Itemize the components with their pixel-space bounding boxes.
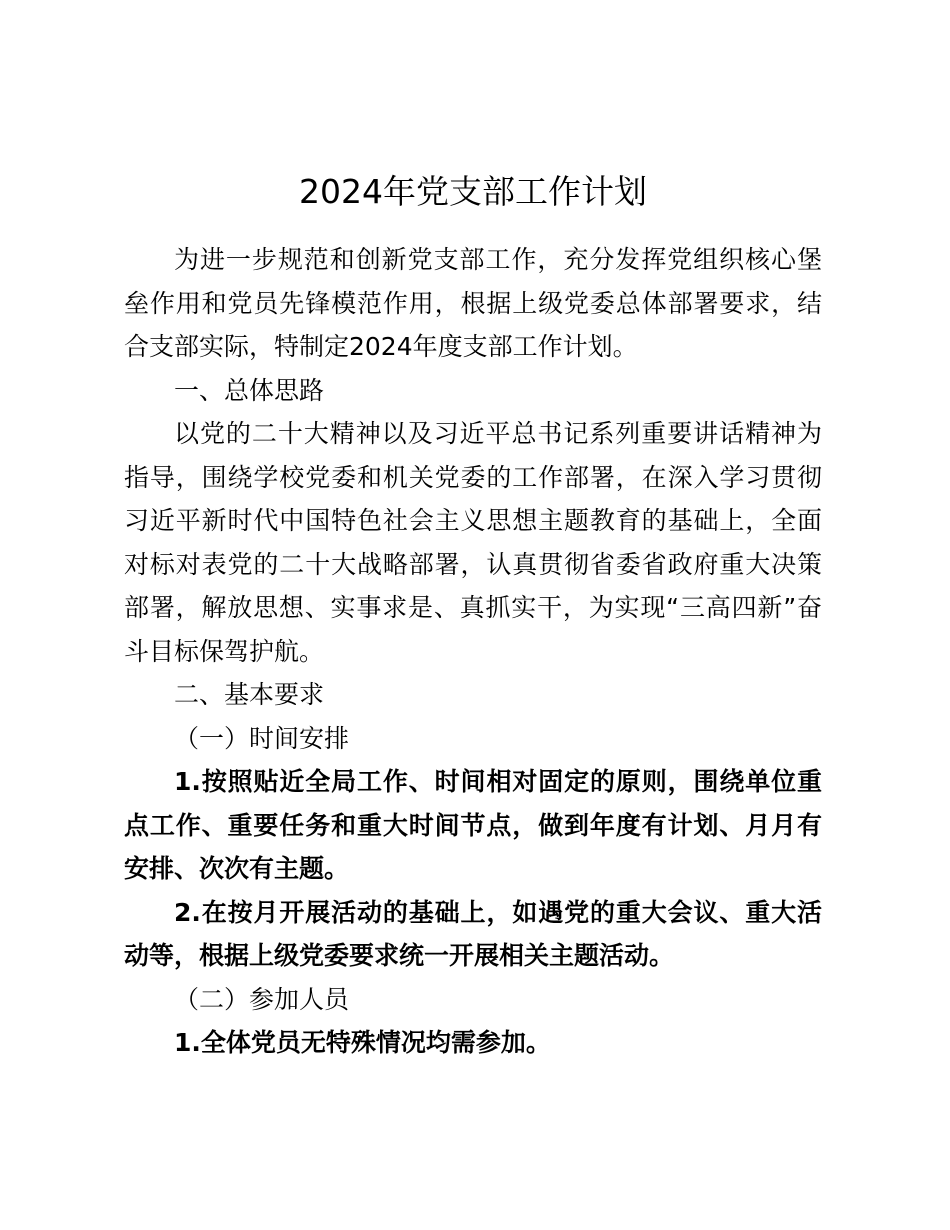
time-arrangement-item-2: 2.在按月开展活动的基础上，如遇党的重大会议、重大活动等，根据上级党委要求统一开展相关主题活动。	[124, 897, 822, 970]
section-heading-overall-thinking: 一、总体思路	[174, 375, 325, 405]
time-arrangement-item-1: 1.按照贴近全局工作、时间相对固定的原则，围绕单位重点工作、重要任务和重大时间节点，做到年度有计划、月月有安排、次次有主题。	[124, 767, 822, 883]
subsection-heading-time-arrangement: （一）时间安排	[174, 723, 350, 753]
overall-thinking-paragraph: 以党的二十大精神以及习近平总书记系列重要讲话精神为指导，围绕学校党委和机关党委的工作部署，在深入学习贯彻习近平新时代中国特色社会主义思想主题教育的基础上，全面对标对表党的二十大战略部署，认真贯彻省委省政府重大决策部署，解放思想、实事求是、真抓实干，为实现“三高四新”奋斗目标保驾护航。	[124, 419, 822, 666]
intro-paragraph: 为进一步规范和创新党支部工作，充分发挥党组织核心堡垒作用和党员先锋模范作用，根据上级党委总体部署要求，结合支部实际，特制定2024年度支部工作计划。	[124, 245, 822, 361]
document-title: 2024年党支部工作计划	[299, 172, 647, 211]
subsection-heading-participants: （二）参加人员	[174, 984, 350, 1014]
document-body	[124, 166, 822, 1065]
participants-item-1: 1.全体党员无特殊情况均需参加。	[174, 1028, 551, 1057]
section-heading-basic-requirements: 二、基本要求	[174, 680, 325, 709]
